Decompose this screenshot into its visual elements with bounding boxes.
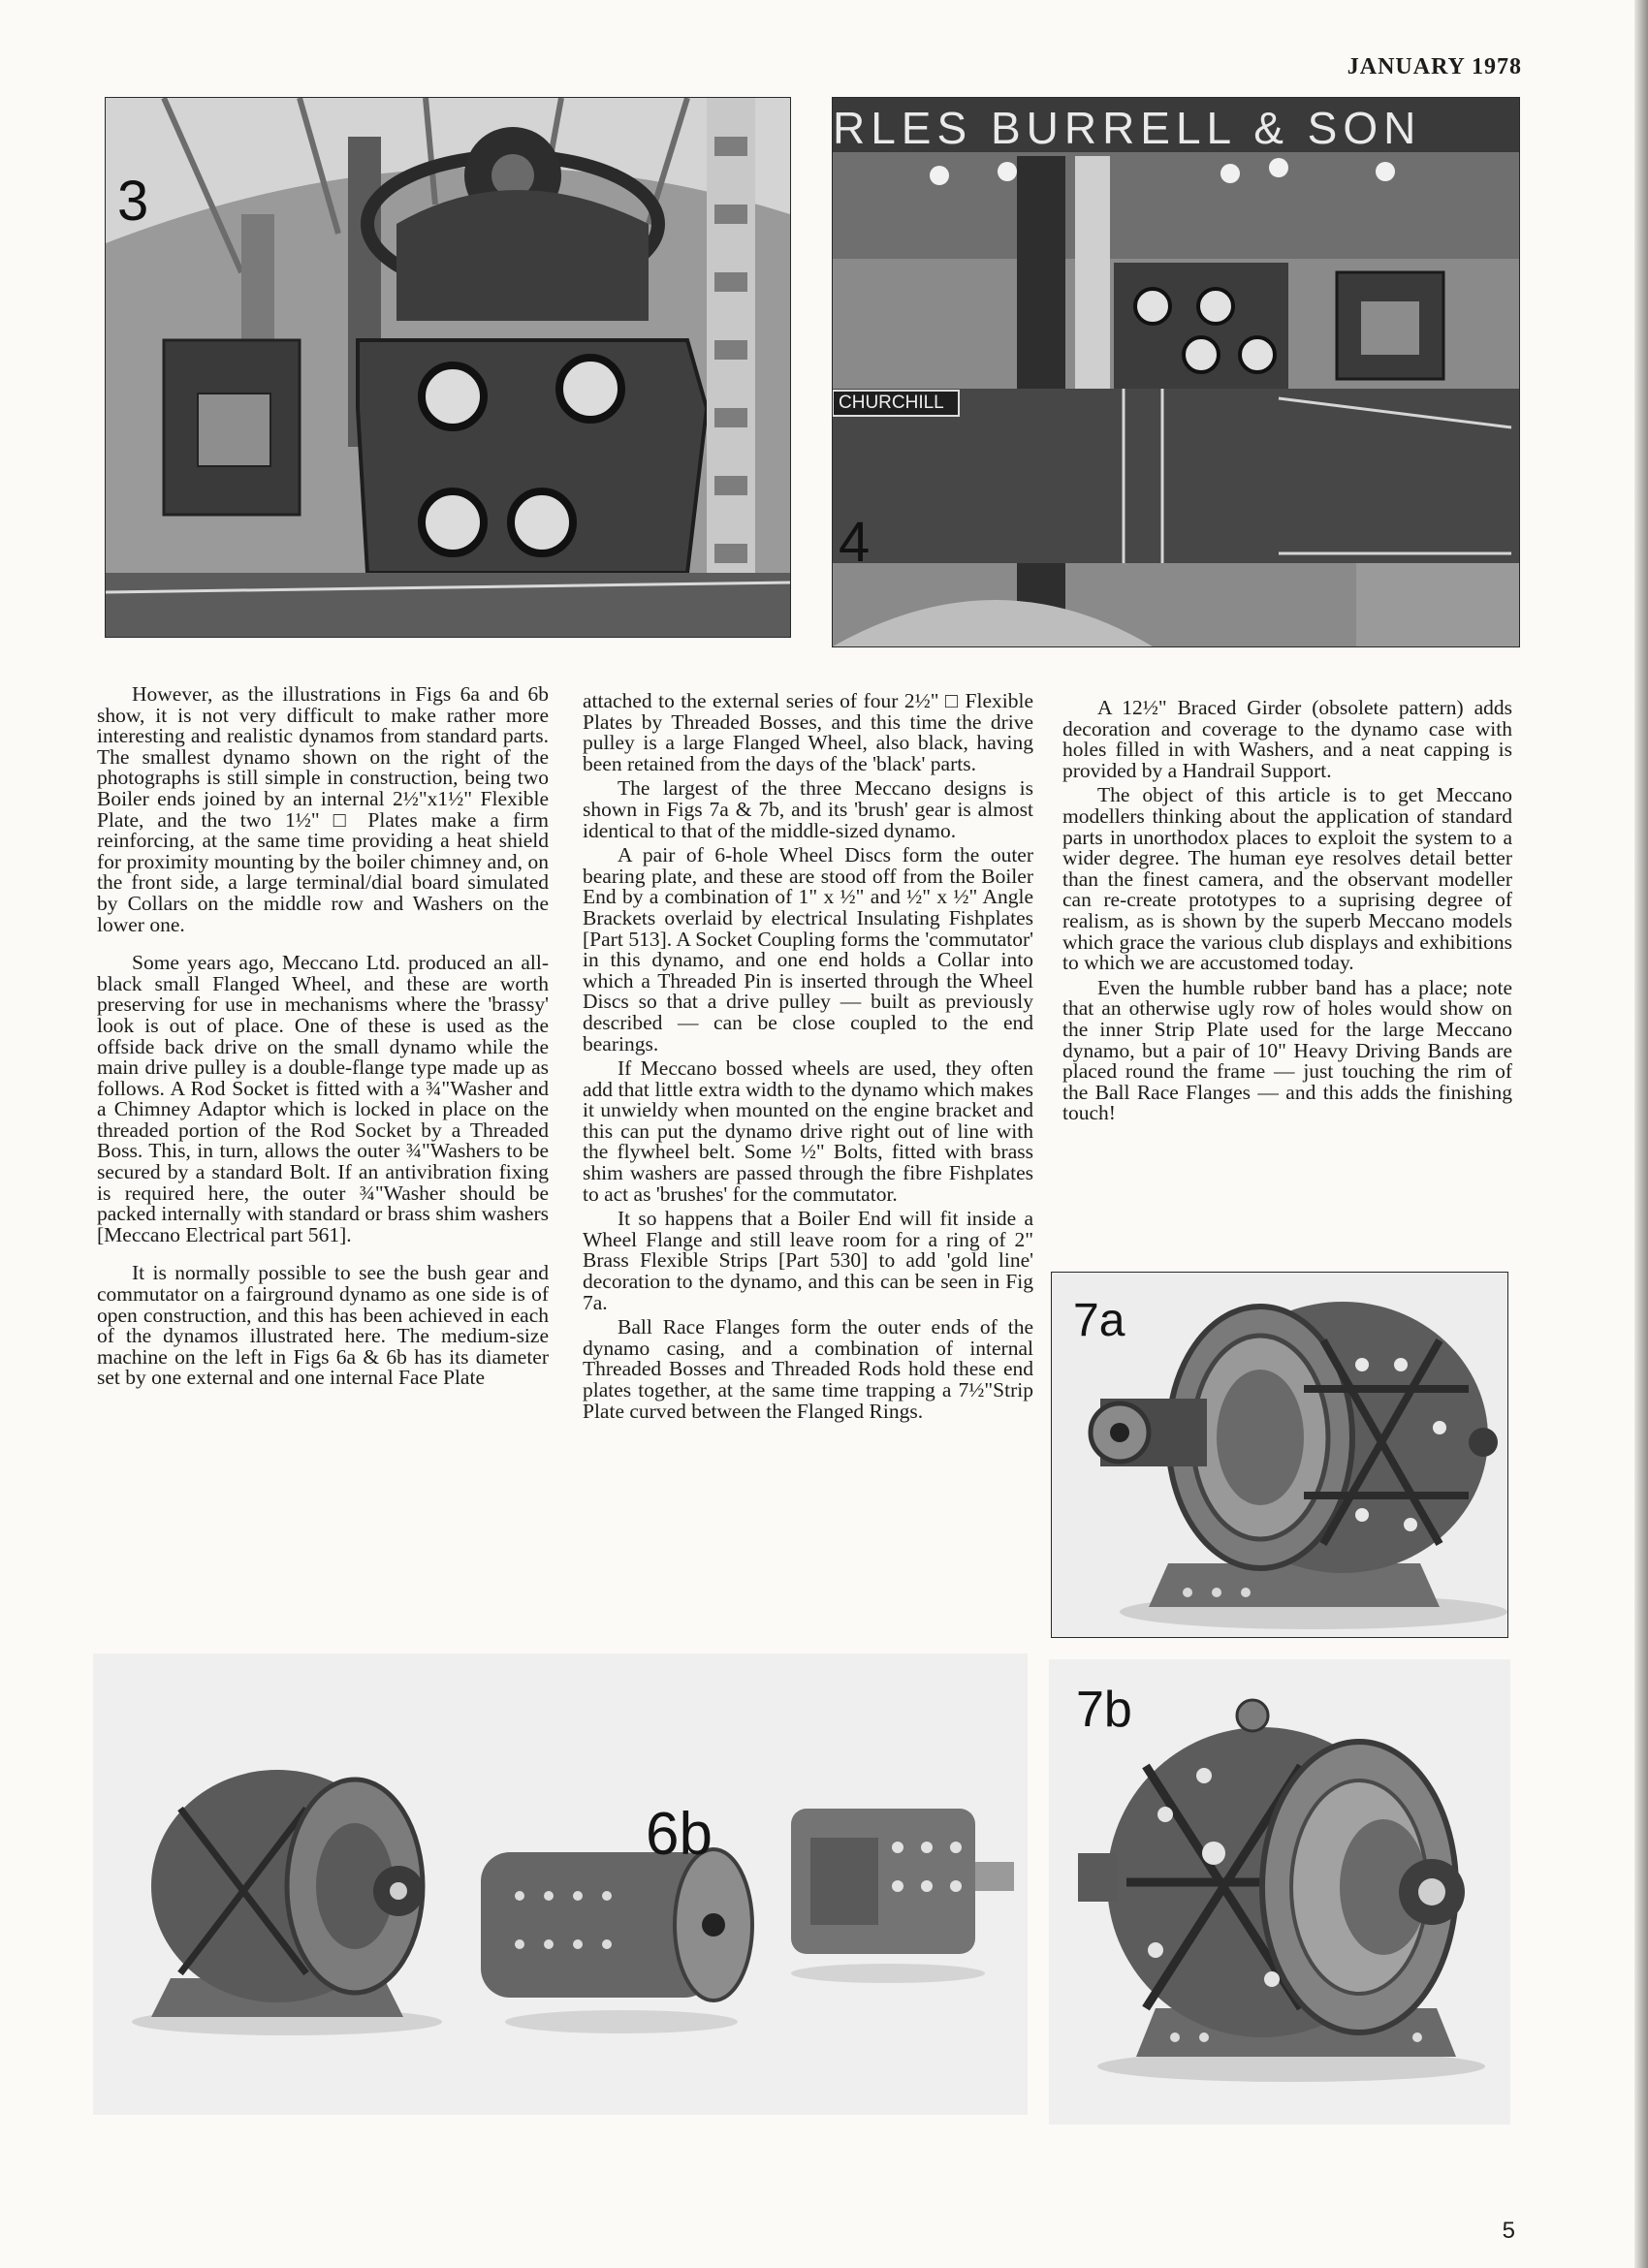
figure-4-nameplate: CHURCHILL [839, 393, 944, 413]
article-column-2 [583, 691, 1033, 1426]
paragraph: A 12½" Braced Girder (obsolete pattern) adds decoration and coverage to the dynamo case with holes filled in with Washers, and a neat capping is provided by a Handrail Support. [1062, 696, 1512, 782]
paragraph: Some years ago, Meccano Ltd. produced an all-black small Flanged Wheel, and these are worth preserving for use in mechanisms where the 'brassy' look is out of place. One of these is used as the offside back drive on the small dynamo while the main drive pulley is a double-flange type made up as follows. A Rod Socket is fitted with a ¾"Washer and a Chimney Adaptor which is locked in place on the threaded portion of the Rod Socket by a Threaded Boss. This, in turn, allows the outer ¾"Washers to be secured by a standard Bolt. If an antivibration fixing is required here, the outer ¾"Washer should be packed internally with standard or brass shim washers [Meccano Electrical part 561]. [97, 951, 549, 1246]
page-binding-edge [1634, 0, 1648, 2268]
paragraph: The object of this article is to get Meccano modellers thinking about the application of standard parts in unorthodox places to exploit the system to a wider degree. The human eye resolves detail better than the finest camera, and the observant modeller can re-create prototypes to a suprising degree of realism, as is shown by the superb Meccano models which grace the various club displays and exhibitions to which we are accustomed today. [1062, 783, 1512, 975]
paragraph: The largest of the three Meccano designs is shown in Figs 7a & 7b, and its 'brush' gear is almost identical to that of the middle-sized dynamo. [583, 776, 1033, 842]
paragraph: Ball Race Flanges form the outer ends of the dynamo casing, and a combination of internal Threaded Bosses and Threaded Rods hold these end plates together, at the same time trapping a 7½"Strip Plate curved between the Flanged Rings. [583, 1315, 1033, 1423]
figure-4-banner: RLES BURRELL & SON [833, 103, 1422, 153]
article-column-3 [1062, 698, 1512, 1128]
figure-3-photo [105, 97, 791, 638]
paragraph: It so happens that a Boiler End will fit inside a Wheel Flange and still leave room for a ring of 2" Brass Flexible Strips [Part 530] to add 'gold line' decoration to the dynamo, and this can be seen in Fig 7a. [583, 1207, 1033, 1314]
figure-7b-photo [1049, 1659, 1510, 2125]
page-number: 5 [1502, 2218, 1515, 2244]
figure-6b-photo [93, 1654, 1028, 2115]
burrell-showmans-engine-photo [833, 98, 1519, 646]
paragraph: If Meccano bossed wheels are used, they often add that little extra width to the dynamo which makes it unwieldy when mounted on the engine bracket and this can put the dynamo drive right out of line with the flywheel belt. Some ½" Bolts, fitted with brass shim washers are passed through the fibre Fishplates to act as 'brushes' for the commutator. [583, 1056, 1033, 1206]
three-meccano-dynamos-photo [93, 1654, 1028, 2115]
paragraph: A pair of 6-hole Wheel Discs form the outer bearing plate, and these are stood off from the Boiler End by a combination of 1" x ½" and ½" x ½" Angle Brackets overlaid by electrical Insulating Fishplates [Part 513]. A Socket Coupling forms the 'commutator' in this dynamo, and one end holds a Collar into which a Threaded Pin is inserted through the Wheel Discs so that a drive pulley — built as previously described — can be close coupled to the end bearings. [583, 843, 1033, 1055]
paragraph: attached to the external series of four 2½" □ Flexible Plates by Threaded Bosses, and this time the drive pulley is a large Flanged Wheel, also black, having been retained from the days of the 'black' parts. [583, 689, 1033, 775]
figure-3-label: 3 [117, 170, 149, 233]
paragraph: Even the humble rubber band has a place; note that an otherwise ugly row of holes would show on the inner Strip Plate used for the large Meccano dynamo, but a pair of 10" Heavy Driving Bands are placed round the frame — just touching the rim of the Ball Race Flanges — and this adds the finishing touch! [1062, 975, 1512, 1125]
figure-7a-label: 7a [1073, 1295, 1125, 1346]
article-column-1 [97, 684, 549, 1393]
figure-4-label: 4 [839, 511, 871, 574]
paragraph: However, as the illustrations in Figs 6a and 6b show, it is not very difficult to make rather more interesting and realistic dynamos from standard parts. The smallest dynamo shown on the right of the photographs is still simple in construction, being two Boiler ends joined by an internal 2½"x1½" Flexible Plate, and the two 1½" □ Plates make a firm reinforcing, at the same time providing a heat shield for proximity mounting by the boiler chimney and, on the front side, a large terminal/dial board simulated by Collars on the middle row and Washers on the lower one. [97, 682, 549, 936]
figure-7b-label: 7b [1076, 1682, 1132, 1738]
figure-7a-photo [1051, 1272, 1508, 1638]
traction-engine-dynamo-photo [106, 98, 790, 637]
figure-4-photo [832, 97, 1520, 647]
paragraph: It is normally possible to see the bush gear and commutator on a fairground dynamo as one side is of open construction, and this has been achieved in each of the dynamos illustrated here. The medium-size machine on the left in Figs 6a & 6b has its diameter set by one external and one internal Face Plate [97, 1261, 549, 1390]
figure-6b-label: 6b [646, 1801, 713, 1868]
issue-date: JANUARY 1978 [1347, 54, 1522, 79]
